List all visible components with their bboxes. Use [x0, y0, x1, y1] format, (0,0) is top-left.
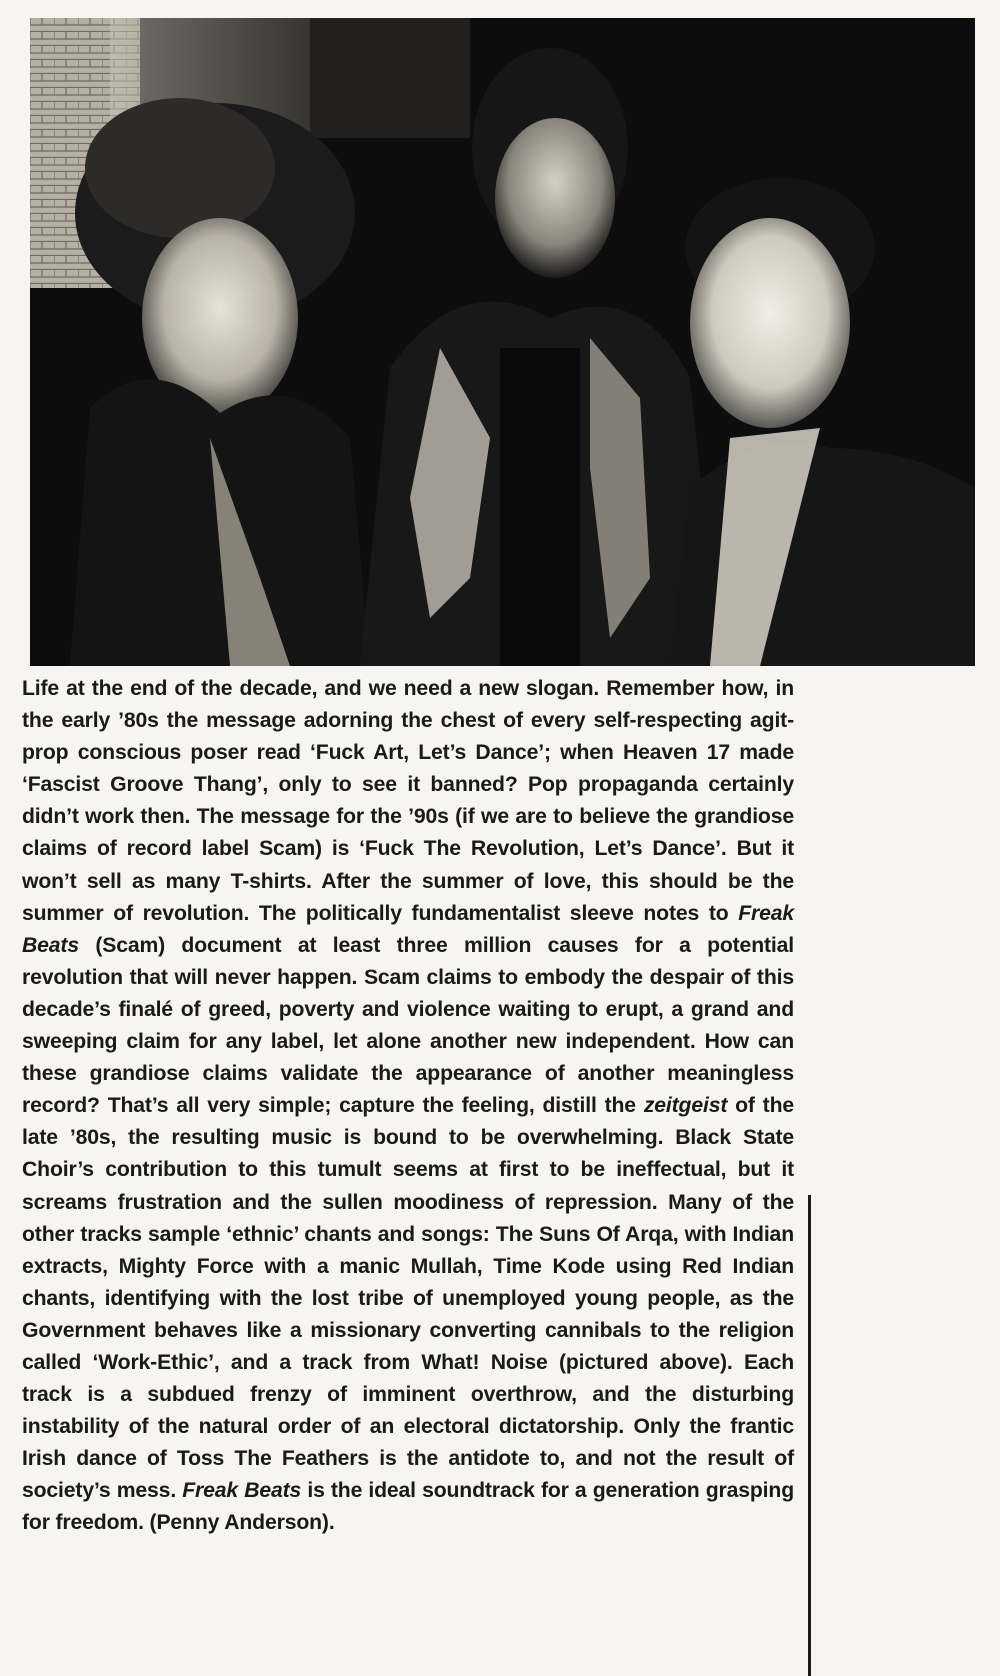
article-text-4: is the ideal soundtrack for a generation grasping for freedom. (Penny Anderson). [22, 1479, 794, 1535]
article-term-zeitgeist: zeitgeist [643, 1094, 728, 1118]
article-text-1: Life at the end of the decade, and we need a new slogan. Remember how, in the early ’80s the message adorning the chest of every self-respecting agit-prop conscious poser read ‘Fuck Art, Let’s Dance’; when Heaven 17 made ‘Fascist Groove Thang’, only to see it banned? Pop propaganda certainly didn’t work then. The message for the ’90s (if we are to believe the grandiose claims of record label Scam) is ‘Fuck The Revolution, Let’s Dance’. But it won’t sell as many T-shirts. After the summer of love, this should be the summer of revolution. The politically fundamentalist sleeve notes to [22, 677, 794, 925]
article-title-ref-1: Freak Beats [22, 901, 794, 957]
article-text-3: of the late ’80s, the resulting music is bound to be overwhelming. Black State Choir’s contribution to this tumult seems at first to be ineffectual, but it screams frustration and the sullen moodiness of repression. Many of the other tracks sample ‘ethnic’ chants and songs: The Suns Of Arqa, with Indian extracts, Mighty Force with a manic Mullah, Time Kode using Red Indian chants, identifying with the lost tribe of unemployed young people, as the Government behaves like a missionary converting cannibals to the religion called ‘Work-Ethic’, and a track from What! Noise (pictured above). Each track is a subdued frenzy of imminent overthrow, and the disturbing instability of the natural order of an electoral dictatorship. Only the frantic Irish dance of Toss The Feathers is the antidote to, and not the result of society’s mess. [22, 1094, 794, 1503]
article-body [22, 673, 794, 1540]
band-photo-image [30, 18, 975, 666]
article-title-ref-2: Freak Beats [182, 1479, 302, 1503]
band-photo [30, 18, 975, 666]
column-rule [808, 1195, 811, 1676]
article-text-2: (Scam) document at least three million causes for a potential revolution that will never happen. Scam claims to embody the despair of this decade’s finalé of greed, poverty and violence waiting to erupt, a grand and sweeping claim for any label, let alone another new independent. How can these grandiose claims validate the appearance of another meaningless record? That’s all very simple; capture the feeling, distill the [22, 933, 794, 1118]
